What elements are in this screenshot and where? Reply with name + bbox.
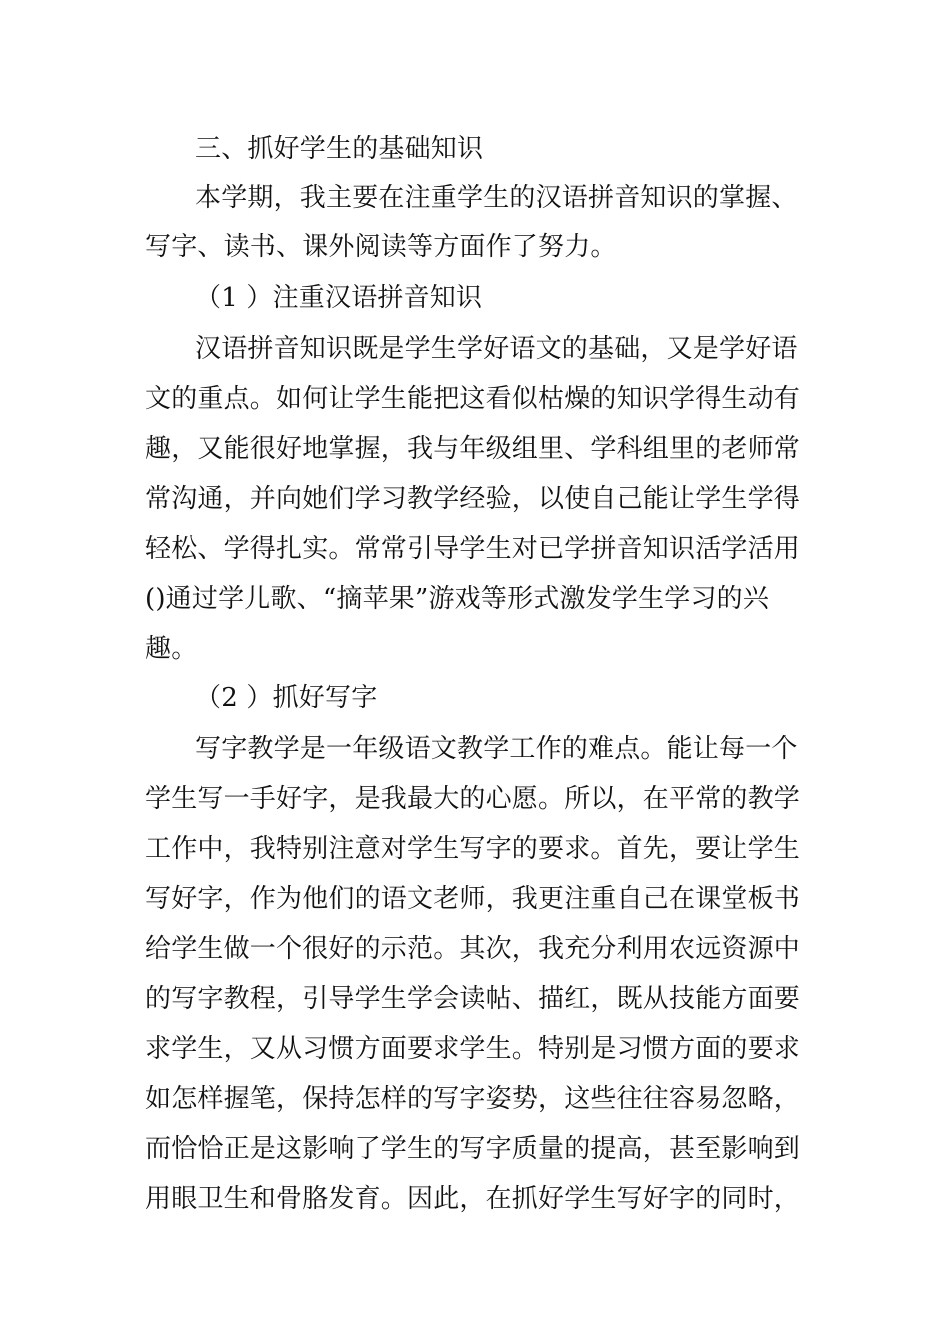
subheading: （2 ）抓好写字: [195, 683, 378, 713]
paragraph-line: ()通过学儿歌、“摘苹果”游戏等形式激发学生学习的兴: [145, 584, 770, 614]
section-heading: 三、抓好学生的基础知识: [195, 134, 484, 164]
paragraph-line: 学生写一手好字，是我最大的心愿。所以，在平常的教学: [145, 784, 801, 814]
paragraph-line: 写字教学是一年级语文教学工作的难点。能让每一个: [195, 734, 798, 764]
paragraph-line: 而恰恰正是这影响了学生的写字质量的提高，甚至影响到: [145, 1134, 801, 1164]
paragraph-line: 常沟通，并向她们学习教学经验，以使自己能让学生学得: [145, 484, 801, 514]
paragraph-line: 如怎样握笔，保持怎样的写字姿势，这些往往容易忽略，: [145, 1084, 801, 1114]
paragraph-line: 轻松、学得扎实。常常引导学生对已学拼音知识活学活用: [145, 534, 801, 564]
paragraph-line: 写好字，作为他们的语文老师，我更注重自己在课堂板书: [145, 884, 801, 914]
paragraph-line: 本学期，我主要在注重学生的汉语拼音知识的掌握、: [195, 183, 798, 213]
paragraph-line: 工作中，我特别注意对学生写字的要求。首先，要让学生: [145, 834, 801, 864]
paragraph-line: 用眼卫生和骨胳发育。因此，在抓好学生写好字的同时，: [145, 1184, 801, 1214]
paragraph-line: 给学生做一个很好的示范。其次，我充分利用农远资源中: [145, 934, 801, 964]
paragraph-line: 趣。: [145, 634, 198, 664]
paragraph-line: 的写字教程，引导学生学会读帖、描红，既从技能方面要: [145, 984, 801, 1014]
paragraph-line: 趣，又能很好地掌握，我与年级组里、学科组里的老师常: [145, 434, 801, 464]
subheading: （1 ）注重汉语拼音知识: [195, 283, 483, 313]
paragraph-line: 写字、读书、课外阅读等方面作了努力。: [145, 232, 617, 262]
paragraph-line: 汉语拼音知识既是学生学好语文的基础，又是学好语: [195, 334, 798, 364]
paragraph-line: 求学生，又从习惯方面要求学生。特别是习惯方面的要求: [145, 1034, 801, 1064]
paragraph-line: 文的重点。如何让学生能把这看似枯燥的知识学得生动有: [145, 384, 801, 414]
